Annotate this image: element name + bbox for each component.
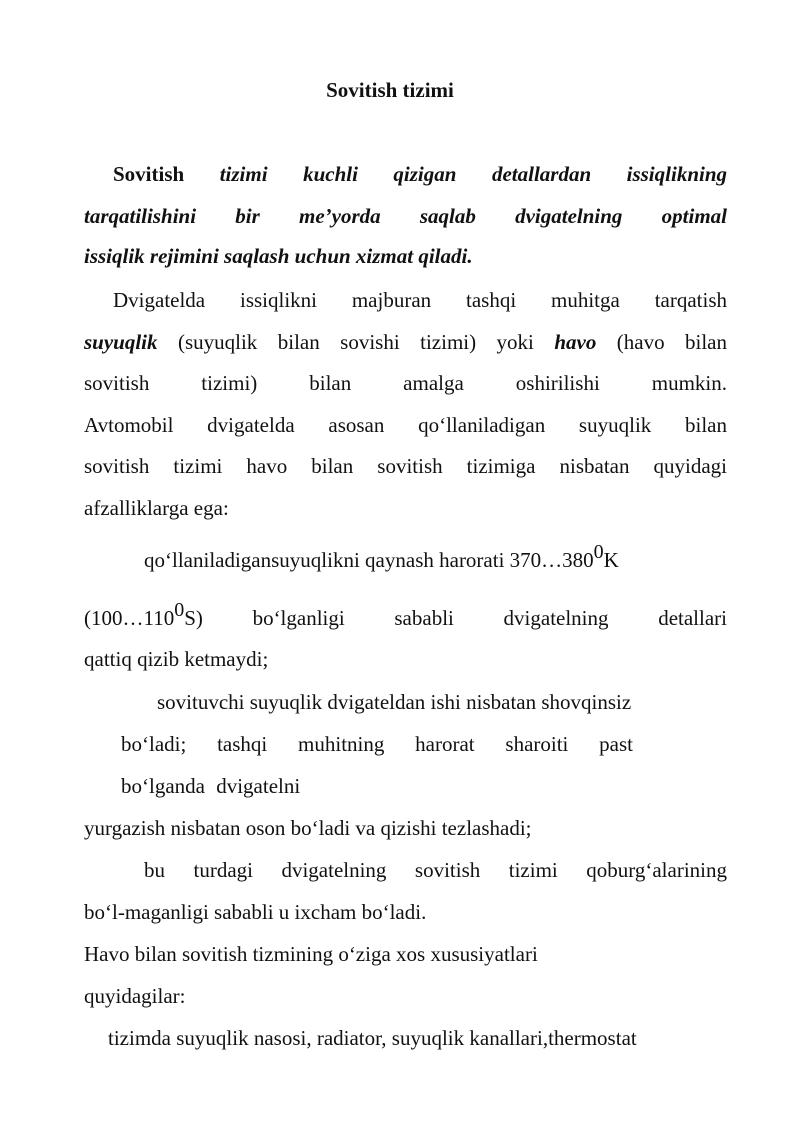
paragraph-2-line-2 <box>84 328 727 356</box>
term-havo: havo <box>554 330 597 354</box>
degree-superscript: 0 <box>593 541 604 563</box>
item-1-range: (100…110 <box>84 606 175 630</box>
intro-text: tizimi kuchli qizigan detallardan issiqlikning <box>219 162 728 186</box>
degree-superscript: 0 <box>174 599 185 621</box>
paragraph-2-line-4: Avtomobil dvigatelda asosan qo‘llaniladigan suyuqlik bilan <box>84 413 727 437</box>
paragraph-2-line-1: Dvigatelda issiqlikni majburan tashqi muhitga tarqatish <box>113 288 727 312</box>
paragraph-2-text: (suyuqlik bilan sovishi tizimi) yoki <box>177 330 534 354</box>
paragraph-1-line-2: tarqatilishini bir me’yorda saqlab dvigatelning optimal <box>84 204 727 228</box>
item-2-line-4: yurgazish nisbatan oson bo‘ladi va qizishi tezlashadi; <box>84 816 532 840</box>
paragraph-2-line-3: sovitish tizimi) bilan amalga oshirilishi mumkin. <box>84 371 727 395</box>
term-suyuqlik: suyuqlik <box>84 330 158 354</box>
unit-k: K <box>603 548 619 572</box>
item-1-line-3: qattiq qizib ketmaydi; <box>84 647 269 671</box>
item-1-line-1 <box>144 541 727 574</box>
item-3-line-1: bu turdagi dvigatelning sovitish tizimi qoburg‘alarining <box>144 858 727 882</box>
item-2-line-1: sovituvchi suyuqlik dvigateldan ishi nisbatan shovqinsiz <box>157 690 632 714</box>
paragraph-2-line-6: afzalliklarga ega: <box>84 496 229 520</box>
air-cooling-line-3: tizimda suyuqlik nasosi, radiator, suyuqlik kanallari,thermostat <box>108 1026 637 1050</box>
item-1-text-2: S) bo‘lganligi sababli dvigatelning detallari <box>184 606 727 630</box>
term-sovitish: Sovitish <box>113 162 185 186</box>
item-2-line-3: bo‘lganda dvigatelni <box>121 774 301 798</box>
paragraph-2-text-end: (havo bilan <box>616 330 727 354</box>
paragraph-2-line-5: sovitish tizimi havo bilan sovitish tizimiga nisbatan quyidagi <box>84 454 727 478</box>
air-cooling-line-2: quyidagilar: <box>84 984 186 1008</box>
paragraph-1-line-3: issiqlik rejimini saqlash uchun xizmat qiladi. <box>84 244 473 268</box>
page-title: Sovitish tizimi <box>326 78 454 102</box>
item-1-text: qo‘llaniladigansuyuqlikni qaynash harorati 370…380 <box>144 548 594 572</box>
paragraph-1-line-1 <box>113 160 727 188</box>
item-3-line-2: bo‘l-maganligi sababli u ixcham bo‘ladi. <box>84 900 427 924</box>
item-2-line-2: bo‘ladi; tashqi muhitning harorat sharoiti past <box>121 732 633 756</box>
item-1-line-2 <box>84 599 727 632</box>
air-cooling-line-1: Havo bilan sovitish tizmining o‘ziga xos xususiyatlari <box>84 942 538 966</box>
